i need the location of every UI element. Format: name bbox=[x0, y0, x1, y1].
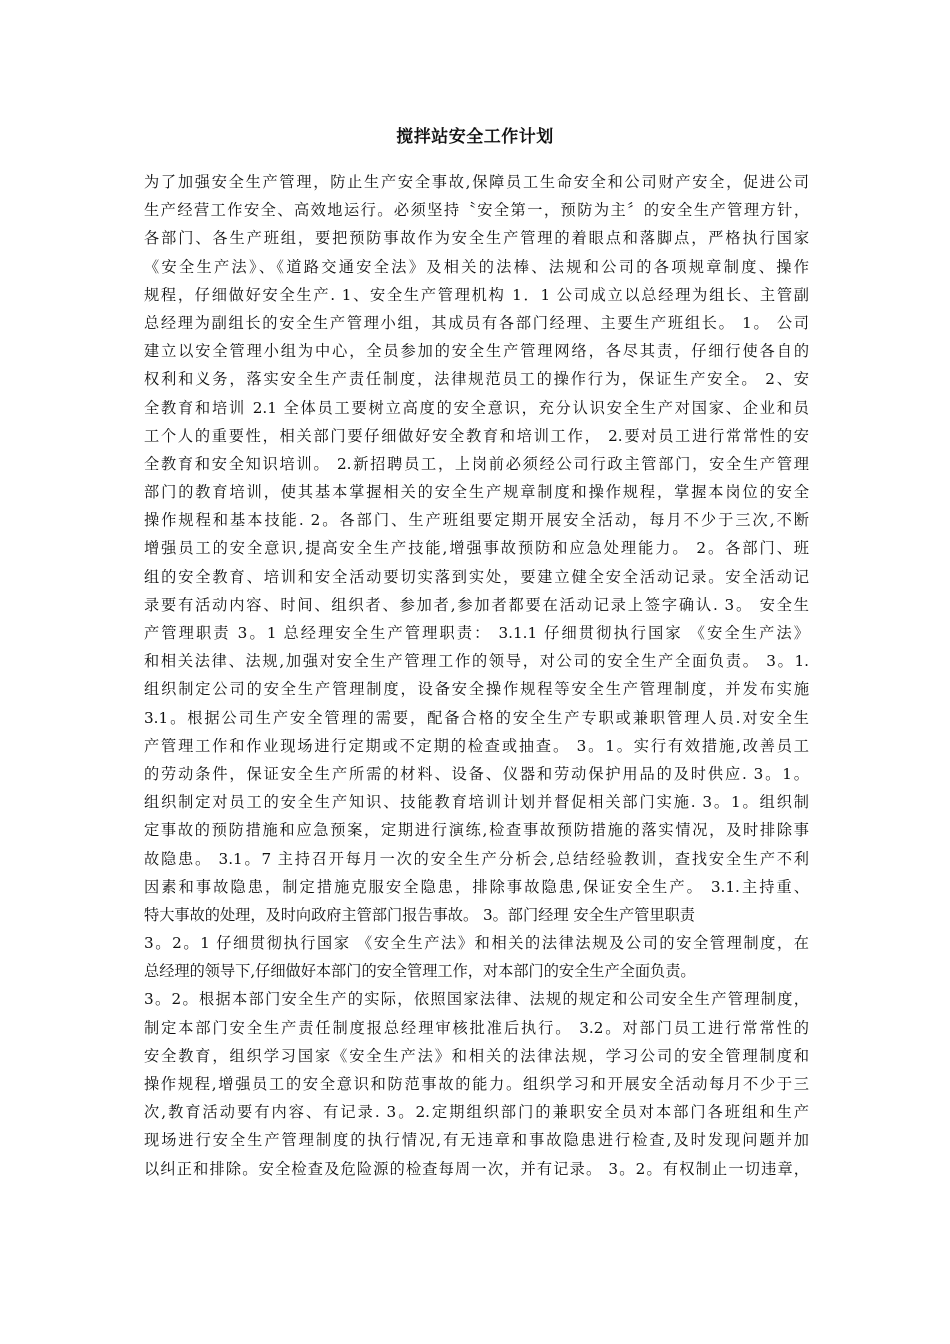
body-line: 次,教育活动要有内容、有记录. 3。2.定期组织部门的兼职安全员对本部门各班组和生产 bbox=[144, 1103, 809, 1122]
body-line: 3.1。根据公司生产安全管理的需要，配备合格的安全生产专职或兼职管理人员.对安全生 bbox=[144, 708, 809, 727]
body-line: 产管理职责 3。1 总经理安全生产管理职责： 3.1.1 仔细贯彻执行国家 《安全生产法》 bbox=[144, 624, 809, 642]
body-line: 总经理为副组长的安全生产管理小组，其成员有各部门经理、主要生产班组长。 1。 公司 bbox=[144, 313, 809, 332]
document-body bbox=[144, 168, 809, 1183]
body-line: 制定本部门安全生产责任制度报总经理审核批准后执行。 3.2。对部门员工进行常常性的 bbox=[144, 1018, 809, 1037]
body-line: 安全教育，组织学习国家《安全生产法》和相关的法律法规，学习公司的安全管理制度和 bbox=[144, 1046, 809, 1065]
body-line: 组的安全教育、培训和安全活动要切实落到实处，要建立健全安全活动记录。安全活动记 bbox=[144, 567, 809, 586]
body-line: 组织制定对员工的安全生产知识、技能教育培训计划并督促相关部门实施. 3。1。组织制 bbox=[144, 793, 809, 812]
body-line: 规程，仔细做好安全生产. 1、安全生产管理机构 1．1 公司成立以总经理为组长、主管副 bbox=[144, 285, 809, 304]
body-line: 总经理的领导下,仔细做好本部门的安全管理工作，对本部门的安全生产全面负责。 bbox=[144, 962, 696, 981]
body-line: 操作规程,增强员工的安全意识和防范事故的能力。组织学习和开展安全活动每月不少于三 bbox=[144, 1075, 809, 1093]
body-line: 以纠正和排除。安全检查及危险源的检查每周一次，并有记录。 3。2。有权制止一切违章， bbox=[144, 1159, 809, 1178]
body-line: 增强员工的安全意识,提高安全生产技能,增强事故预防和应急处理能力。 2。各部门、班 bbox=[144, 539, 809, 558]
body-line: 生产经营工作安全、高效地运行。必须坚持〝安全第一，预防为主〞的安全生产管理方针， bbox=[144, 201, 809, 220]
body-line: 的劳动条件，保证安全生产所需的材料、设备、仪器和劳动保护用品的及时供应. 3。1。 bbox=[144, 764, 809, 783]
body-line: 建立以安全管理小组为中心，全员参加的安全生产管理网络，各尽其责，仔细行使各自的 bbox=[144, 342, 809, 361]
body-line: 工个人的重要性，相关部门要仔细做好安全教育和培训工作， 2.要对员工进行常常性的安 bbox=[144, 426, 809, 445]
body-line: 全教育和安全知识培训。 2.新招聘员工，上岗前必须经公司行政主管部门，安全生产管理 bbox=[144, 454, 809, 473]
body-line: 定事故的预防措施和应急预案，定期进行演练,检查事故预防措施的落实情况，及时排除事 bbox=[144, 821, 809, 840]
body-line: 3。2。根据本部门安全生产的实际，依照国家法律、法规的规定和公司安全生产管理制度， bbox=[144, 990, 809, 1009]
body-line: 操作规程和基本技能. 2。各部门、生产班组要定期开展安全活动，每月不少于三次,不断 bbox=[144, 511, 809, 530]
body-line: 全教育和培训 2.1 全体员工要树立高度的安全意识，充分认识安全生产对国家、企业和员 bbox=[144, 398, 809, 417]
body-line: 录要有活动内容、时间、组织者、参加者,参加者都要在活动记录上签字确认. 3。 安全生 bbox=[144, 595, 809, 614]
body-line: 组织制定公司的安全生产管理制度，设备安全操作规程等安全生产管理制度，并发布实施 bbox=[144, 680, 809, 699]
body-line: 3。2。1 仔细贯彻执行国家 《安全生产法》和相关的法律法规及公司的安全管理制度，在 bbox=[144, 934, 809, 953]
body-line: 各部门、各生产班组，要把预防事故作为安全生产管理的着眼点和落脚点，严格执行国家 bbox=[144, 229, 809, 248]
body-line: 产管理工作和作业现场进行定期或不定期的检查或抽查。 3。1。实行有效措施,改善员工 bbox=[144, 736, 809, 755]
body-line: 为了加强安全生产管理，防止生产安全事故,保障员工生命安全和公司财产安全，促进公司 bbox=[144, 173, 809, 191]
document-title: 搅拌站安全工作计划 bbox=[396, 127, 554, 147]
body-line: 权利和义务，落实安全生产责任制度，法律规范员工的操作行为，保证生产安全。 2、安 bbox=[144, 370, 809, 389]
body-line: 因素和事故隐患，制定措施克服安全隐患，排除事故隐患,保证安全生产。 3.1.主持重、 bbox=[144, 877, 809, 896]
body-line: 特大事故的处理，及时向政府主管部门报告事故。 3。部门经理 安全生产管里职责 bbox=[144, 905, 695, 924]
body-line: 《安全生产法》、《道路交通安全法》及相关的法棒、法规和公司的各项规章制度、操作 bbox=[144, 257, 809, 276]
body-line: 部门的教育培训，使其基本掌握相关的安全生产规章制度和操作规程，掌握本岗位的安全 bbox=[144, 483, 809, 502]
body-line: 和相关法律、法规,加强对安全生产管理工作的领导，对公司的安全生产全面负责。 3。1. bbox=[144, 652, 809, 671]
body-line: 故隐患。 3.1。7 主持召开每月一次的安全生产分析会,总结经验教训，查找安全生产不利 bbox=[144, 849, 809, 868]
body-line: 现场进行安全生产管理制度的执行情况,有无违章和事故隐患进行检查,及时发现问题并加 bbox=[144, 1131, 809, 1150]
